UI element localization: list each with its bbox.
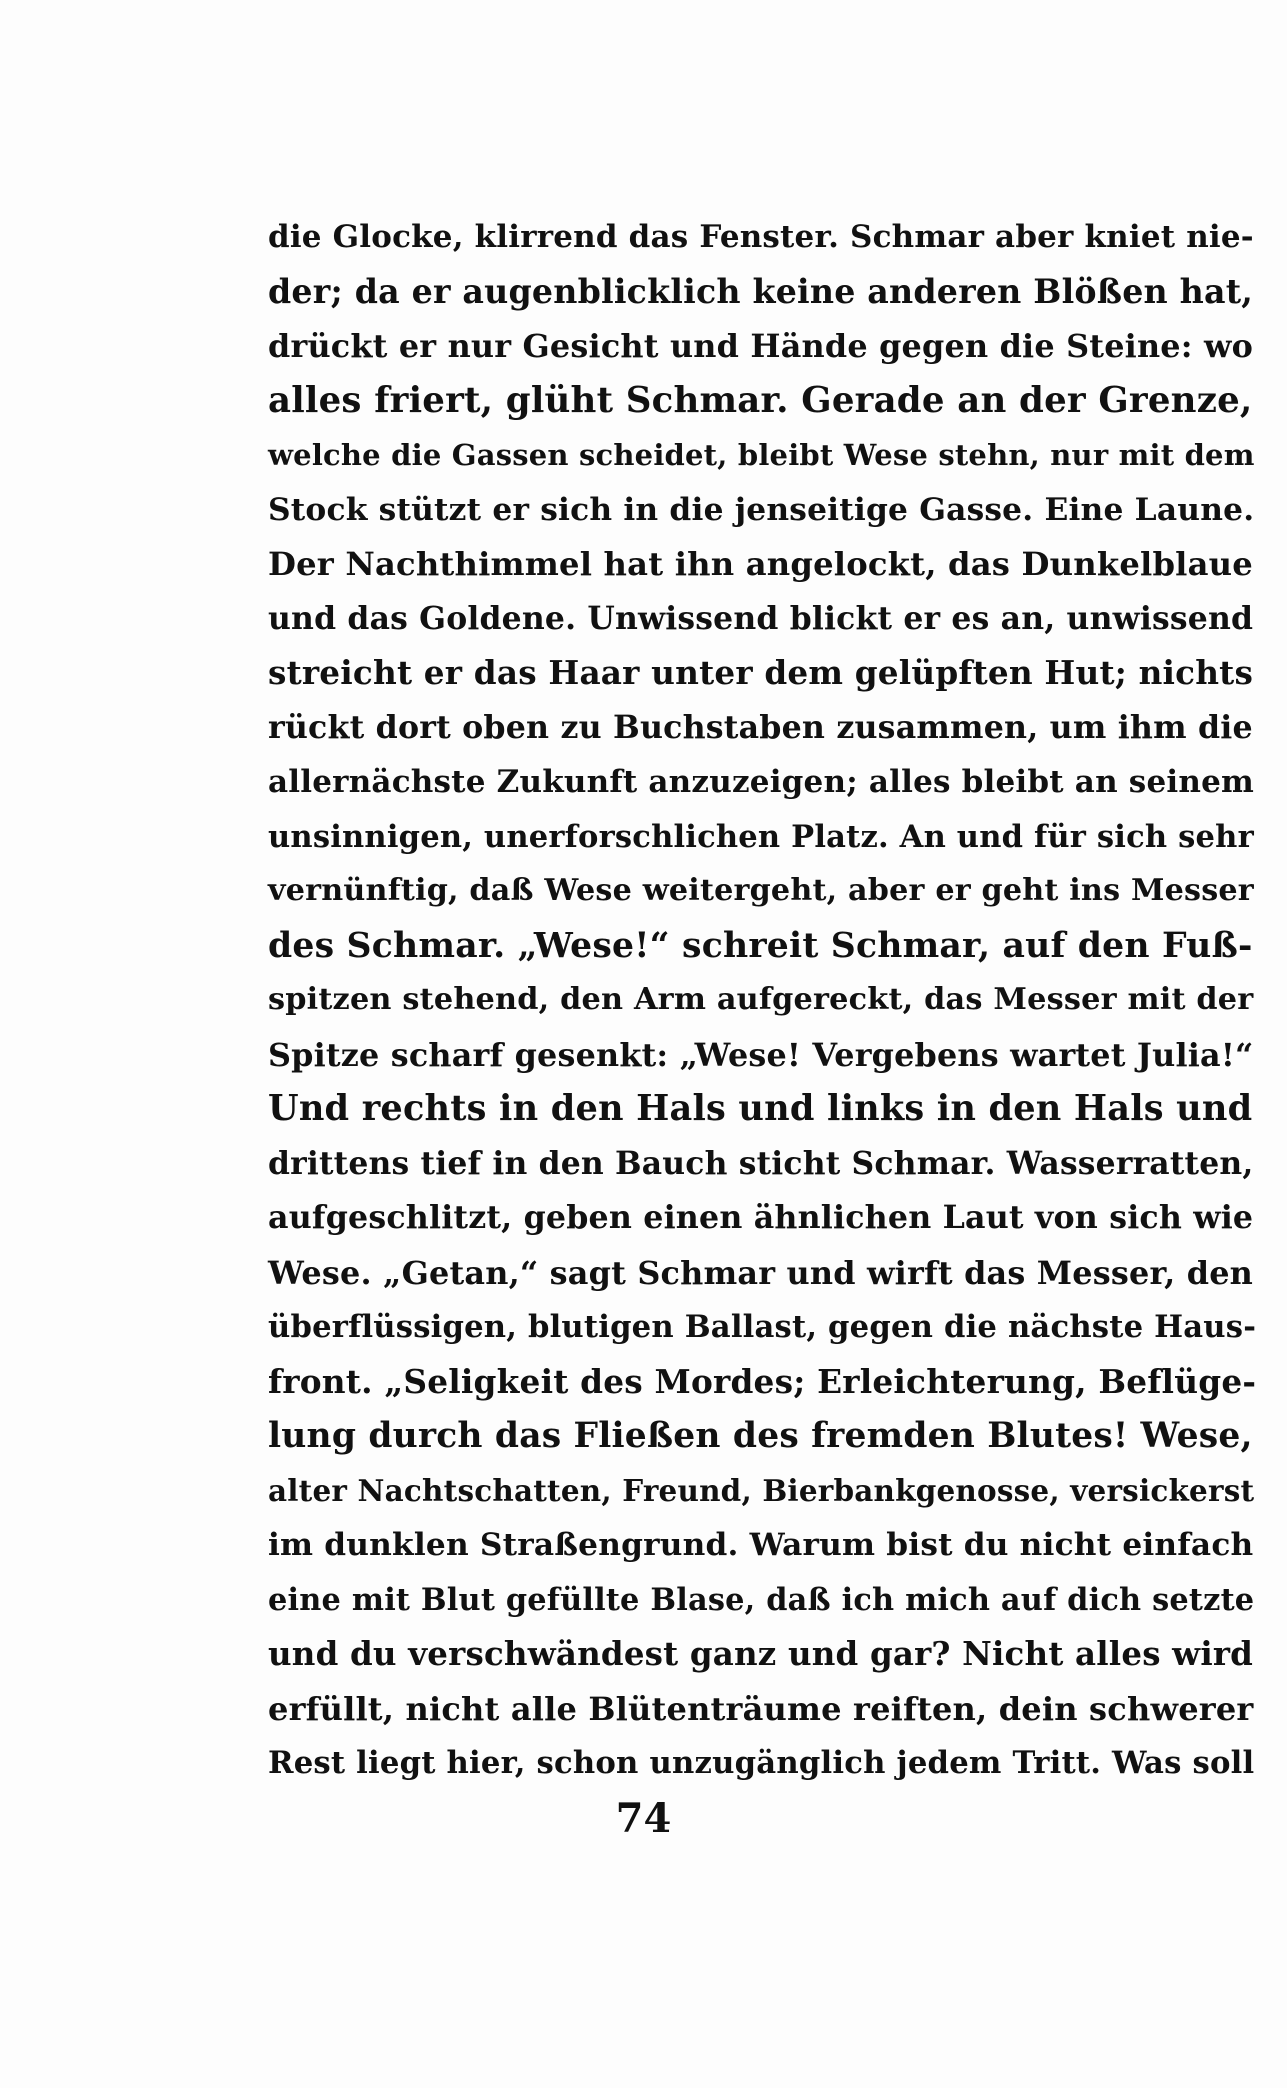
- text-line: des Schmar. „Wese!“ schreit Schmar, auf den Fuß-: [268, 925, 1253, 966]
- text-line: drückt er nur Gesicht und Hände gegen die Steine: wo: [268, 327, 1254, 365]
- text-line: die Glocke, klirrend das Fenster. Schmar aber kniet nie-: [268, 219, 1254, 255]
- text-line: streicht er das Haar unter dem gelüpften Hut; nichts: [268, 653, 1254, 692]
- text-line: lung durch das Fließen des fremden Blutes! Wese,: [268, 1416, 1253, 1456]
- text-line: der; da er augenblicklich keine anderen Blößen hat,: [268, 271, 1254, 311]
- text-line: Und rechts in den Hals und links in den Hals und: [268, 1088, 1253, 1129]
- text-line: alles friert, glüht Schmar. Gerade an der Grenze,: [268, 379, 1253, 421]
- text-line: eine mit Blut gefüllte Blase, daß ich mich auf dich setzte: [268, 1581, 1255, 1618]
- text-line: Wese. „Getan,“ sagt Schmar und wirft das Messer, den: [268, 1253, 1254, 1292]
- text-line: rückt dort oben zu Buchstaben zusammen, um ihm die: [268, 708, 1253, 746]
- text-line: vernünftig, daß Wese weitergeht, aber er geht ins Messer: [268, 873, 1254, 908]
- text-line: spitzen stehend, den Arm aufgereckt, das Messer mit der: [268, 982, 1254, 1017]
- text-line: drittens tief in den Bauch sticht Schmar. Wasserratten,: [268, 1145, 1254, 1182]
- text-line: und du verschwändest ganz und gar? Nicht alles wird: [268, 1635, 1254, 1673]
- text-line: Rest liegt hier, schon unzugänglich jedem Tritt. Was soll: [268, 1745, 1255, 1781]
- text-line: erfüllt, nicht alle Blütenträume reiften, dein schwerer: [268, 1689, 1254, 1728]
- text-line: im dunklen Straßengrund. Warum bist du nicht einfach: [268, 1527, 1254, 1563]
- text-line: front. „Seligkeit des Mordes; Erleichterung, Beflüge-: [268, 1361, 1257, 1401]
- text-line: welche die Gassen scheidet, bleibt Wese stehn, nur mit dem: [268, 438, 1255, 472]
- text-line: aufgeschlitzt, geben einen ähnlichen Laut von sich wie: [268, 1199, 1254, 1236]
- body-text: [268, 210, 1257, 1791]
- text-line: Der Nachthimmel hat ihn angelockt, das Dunkelblaue: [268, 545, 1253, 583]
- text-line: überflüssigen, blutigen Ballast, gegen die nächste Haus-: [268, 1309, 1257, 1345]
- text-line: alter Nachtschatten, Freund, Bierbankgenosse, versickerst: [268, 1472, 1255, 1508]
- text-line: Stock stützt er sich in die jenseitige Gasse. Eine Laune.: [268, 491, 1255, 528]
- text-line: Spitze scharf gesenkt: „Wese! Vergebens wartet Julia!“: [268, 1035, 1254, 1074]
- page-number: 74: [615, 1795, 672, 1842]
- text-line: allernächste Zukunft anzuzeigen; alles bleibt an seinem: [268, 764, 1255, 800]
- text-line: unsinnigen, unerforschlichen Platz. An und für sich sehr: [268, 818, 1254, 855]
- text-line: und das Goldene. Unwissend blickt er es an, unwissend: [268, 599, 1254, 637]
